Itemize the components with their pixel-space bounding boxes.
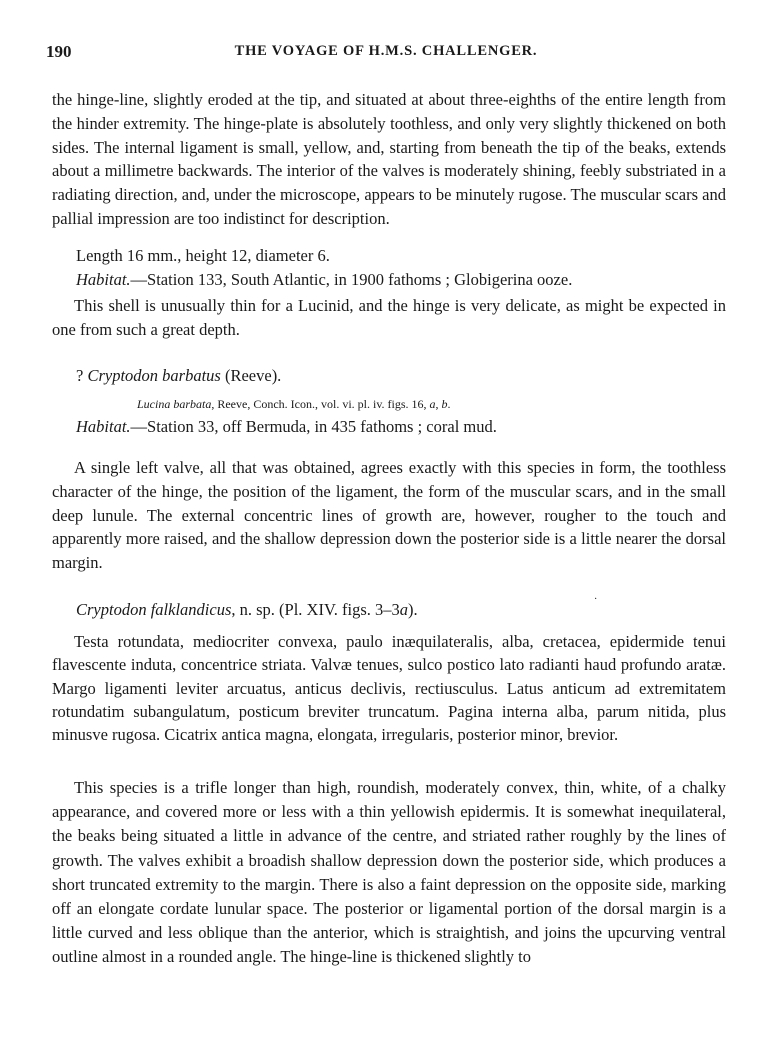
measurements: Length 16 mm., height 12, diameter 6.	[76, 246, 330, 265]
species-heading-falklandicus	[76, 600, 418, 620]
habitat-line-2	[76, 417, 497, 437]
species-name: Cryptodon falklandicus	[76, 600, 232, 619]
species-name: Cryptodon barbatus	[87, 366, 221, 385]
synonym-citation: , Reeve, Conch. Icon., vol. vi. pl. iv. figs. 16,	[211, 397, 430, 411]
page-header	[46, 42, 726, 66]
ref-end: .	[447, 397, 451, 411]
stray-mark: ·	[594, 594, 598, 605]
continued-paragraph: the hinge-line, slightly eroded at the tip, and situated at about three-eighths of the entire length from the hinder extremity. The hinge-plate is absolutely toothless, and only very slightly thickened on both sides. The internal ligament is small, yellow, and, starting from beneath the tip of the beaks, extends about a millimetre backwards. The interior of the valves is moderately shining, feebly substriated in a radiating direction, and, under the microscope, appears to be minutely rugose. The muscular scars and pallial impression are too indistinct for description.	[52, 90, 726, 228]
habitat-line-1	[76, 270, 572, 290]
synonym-name: Lucina barbata	[137, 397, 212, 411]
habitat-label: Habitat.	[76, 270, 131, 289]
habitat-text: —Station 133, South Atlantic, in 1900 fathoms ; Globigerina ooze.	[130, 270, 573, 289]
remark-paragraph: This shell is unusually thin for a Lucinid, and the hinge is very delicate, as might be expected in one from such a great depth.	[52, 296, 726, 339]
running-title: THE VOYAGE OF H.M.S. CHALLENGER.	[234, 43, 538, 59]
habitat-text: —Station 33, off Bermuda, in 435 fathoms ; coral mud.	[130, 417, 497, 436]
barbatus-description: A single left valve, all that was obtained, agrees exactly with this species in form, the toothless character of the hinge, the position of the ligament, the form of the muscular scars, and in the small deep lunule. The external concentric lines of growth are, however, rougher to the touch and apparently more raised, and the shallow depression down the posterior side is a little nearer the dorsal margin.	[52, 458, 726, 573]
query-mark: ?	[76, 366, 88, 385]
fig-a: a	[399, 600, 409, 619]
english-description: This species is a trifle longer than high, roundish, moderately convex, thin, white, of a chalky appearance, and covered more or less with a thin yellowish epidermis. It is somewhat inequilateral, the beaks being situated a little in advance of the centre, and striated rather roughly by the lines of growth. The valves exhibit a broadish shallow depression down the posterior side, which produces a short truncated extremity to the margin. There is also a faint depression on the opposite side, marking off an elongate cordate lunular space. The posterior or ligamental portion of the dorsal margin is a little curved and less oblique than the anterior, which is straightish, and joins the upcurving ventral outline almost in a rounded angle. The hinge-line is thickened slightly to	[52, 778, 726, 967]
suffix-end: ).	[408, 600, 418, 619]
latin-description: Testa rotundata, mediocriter convexa, paulo inæquilateralis, alba, cretacea, epidermide tenui flavescente induta, concentrice striata. Valvæ tenues, sulco postico lato radianti haud profundo aratæ. Margo ligamenti leviter arcuatus, anticus declivis, rectiusculus. Latus anticum ad extremitatem rotundatim subangulatum, posticum breviter truncatum. Pagina interna alba, parum nitida, plus minusve rugosa. Cicatrix antica magna, elongata, irregularis, posterior minor, brevior.	[52, 632, 726, 745]
synonym-reference	[137, 397, 451, 412]
species-author: (Reeve).	[220, 366, 282, 385]
fig-b: b	[441, 397, 448, 411]
fig-a: a	[429, 397, 436, 411]
ref-separator: ,	[435, 397, 442, 411]
species-heading-barbatus	[76, 366, 281, 386]
habitat-label: Habitat.	[76, 417, 131, 436]
page-number: 190	[46, 42, 72, 61]
species-suffix: , n. sp. (Pl. XIV. figs. 3–3	[231, 600, 400, 619]
